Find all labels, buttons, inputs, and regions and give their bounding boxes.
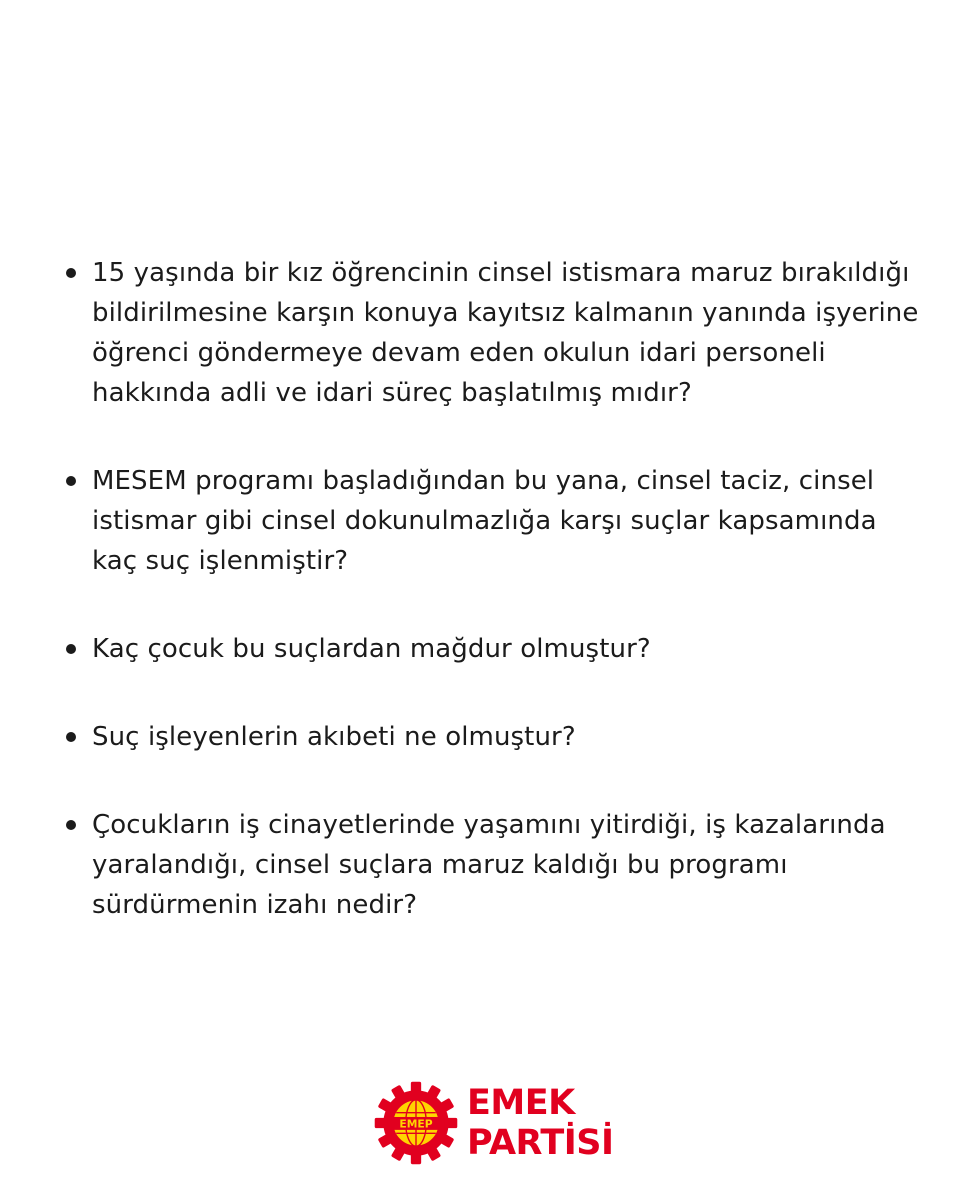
bullet-icon — [66, 268, 76, 278]
question-item-1 — [64, 253, 924, 413]
party-logo — [373, 1080, 614, 1166]
party-name — [467, 1083, 614, 1163]
emblem-text: EMEP — [399, 1117, 433, 1131]
question-item-3 — [64, 629, 924, 669]
bullet-icon — [66, 820, 76, 830]
question-item-4 — [64, 717, 924, 757]
question-text-5: Çocukların iş cinayetlerinde yaşamını yitirdiği, iş kazalarında yaralandığı, cinsel suçlara maruz kaldığı bu programı sürdürmenin izahı nedir? — [92, 810, 886, 920]
bullet-icon — [66, 644, 76, 654]
bullet-icon — [66, 732, 76, 742]
party-name-line2: PARTİSİ — [467, 1123, 614, 1163]
party-name-line1: EMEK — [467, 1083, 575, 1123]
question-item-2 — [64, 461, 924, 581]
question-item-5 — [64, 805, 924, 925]
question-text-2: MESEM programı başladığından bu yana, cinsel taciz, cinsel istismar gibi cinsel dokunulmazlığa karşı suçlar kapsamında kaç suç işlenmiştir? — [92, 466, 877, 576]
question-text-1: 15 yaşında bir kız öğrencinin cinsel istismara maruz bırakıldığı bildirilmesine karşın konuya kayıtsız kalmanın yanında işyerine öğrenci göndermeye devam eden okulun idari personeli hakkında adli ve idari süreç başlatılmış mıdır? — [92, 258, 919, 408]
question-list — [64, 253, 924, 973]
gear-emblem-icon — [373, 1080, 459, 1166]
question-text-3: Kaç çocuk bu suçlardan mağdur olmuştur? — [92, 634, 651, 664]
question-text-4: Suç işleyenlerin akıbeti ne olmuştur? — [92, 722, 576, 752]
bullet-icon — [66, 476, 76, 486]
